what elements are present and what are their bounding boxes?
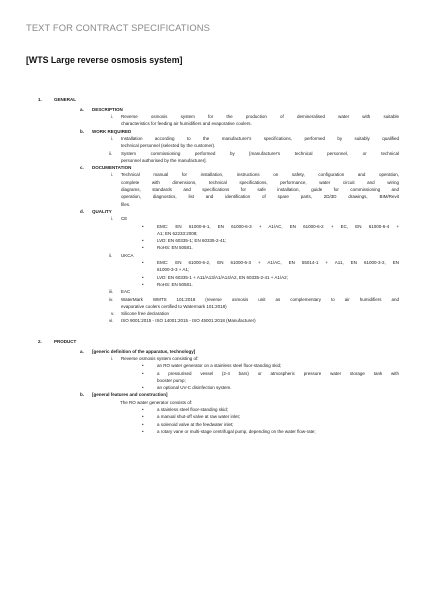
- bullet-marker: •: [142, 428, 144, 434]
- item-number: ii.: [109, 252, 113, 258]
- bullet-text: 61000-3-3 + A1;: [157, 267, 190, 273]
- section-number: 2.: [38, 338, 42, 344]
- subsection-title: [generic definition of the apparatus, technology]: [92, 348, 196, 354]
- list-item: [0, 288, 425, 295]
- bullet-line: [0, 384, 425, 391]
- list-item: [0, 113, 425, 120]
- bullet-line: [0, 428, 425, 435]
- list-item: [0, 186, 425, 193]
- bullet-marker: •: [142, 421, 144, 427]
- bullet-line: [0, 230, 425, 237]
- bullet-marker: •: [142, 370, 144, 376]
- bullet-marker: •: [142, 274, 144, 280]
- item-text-line: WaterMark WMTS 101:2018 (reverse osmosis unit as complementary to air humidifiers and: [121, 296, 399, 302]
- list-item: [0, 120, 425, 127]
- subsection-title: [general features and construction]: [92, 392, 168, 398]
- document-body: [0, 96, 425, 435]
- subsection-heading: [0, 128, 425, 135]
- item-number: i.: [111, 172, 114, 178]
- item-text-line: UKCA: [121, 252, 134, 258]
- item-text-line: Silicone free declaration: [121, 311, 170, 317]
- subsection-letter: a.: [80, 348, 84, 354]
- item-text-line: complete with dimensions, technical specifications, performance, water circuit and wiring: [121, 179, 399, 185]
- subsection-heading: [0, 208, 425, 215]
- bullet-line: [0, 377, 425, 384]
- subsection-letter: b.: [80, 128, 84, 134]
- subsection-title: DOCUMENTATION: [92, 165, 132, 171]
- section-number: 1.: [38, 97, 42, 102]
- bullet-text: EMC: EN 61000-6-1, EN 61000-6-3 + A1/AC, EN 61000-6-2 + EC, EN 61000-6-4 +: [157, 223, 399, 229]
- bullet-line: [0, 259, 425, 266]
- document-title: [WTS Large reverse osmosis system]: [26, 55, 183, 65]
- list-item: [0, 157, 425, 164]
- bullet-marker: •: [142, 385, 144, 391]
- item-number: i.: [111, 114, 114, 120]
- subsection-letter: d.: [80, 208, 84, 214]
- list-item: [0, 296, 425, 303]
- bullet-line: [0, 237, 425, 244]
- item-text-line: personnel authorised by the manufacturer].: [121, 157, 207, 163]
- item-number: ii.: [109, 150, 113, 156]
- item-text-line: System commissioning performed by [manufacturer's technical personnel, or technical: [121, 150, 399, 156]
- bullet-marker: •: [142, 281, 144, 287]
- bullet-text: an RO water generator on a stainless steel floor-standing skid;: [157, 363, 282, 369]
- section-title: GENERAL: [54, 97, 77, 102]
- item-number: i.: [111, 135, 114, 141]
- section-heading: [0, 96, 425, 103]
- item-text-line: Reverse osmosis system consisting of:: [121, 355, 199, 361]
- item-text-line: Installation according to the manufacturer's specifications, performed by suitably qualified: [121, 135, 399, 141]
- list-item: [0, 135, 425, 142]
- subsection-letter: c.: [80, 165, 84, 171]
- list-item: [0, 215, 425, 222]
- item-text-line: CE: [121, 216, 128, 222]
- bullet-text: RoHS: EN 50581.: [157, 245, 193, 251]
- intro-line: [0, 399, 425, 406]
- bullet-text: a stainless steel floor-standing skid;: [157, 407, 229, 413]
- list-item: [0, 317, 425, 324]
- item-number: v.: [111, 311, 115, 317]
- bullet-marker: •: [142, 223, 144, 229]
- subsection-heading: [0, 106, 425, 113]
- bullet-text: an optional UV-C disinfection system.: [157, 385, 232, 391]
- bullet-marker: •: [142, 414, 144, 420]
- bullet-marker: •: [142, 363, 144, 369]
- item-text-line: Reverse osmosis system for the production of demineralised water with suitable: [121, 114, 399, 120]
- item-text-line: diagrams, standards and specifications for safe installation, guide for commissioning and: [121, 187, 399, 193]
- list-item: [0, 201, 425, 208]
- bullet-line: [0, 244, 425, 251]
- bullet-line: [0, 274, 425, 281]
- intro-text: The RO water generator consists of:: [120, 399, 193, 405]
- bullet-text: EMC: EN 61000-6-2, EN 61000-6-3 + A1/AC, EN 55014-1 + A11, EN 61000-3-2, EN: [157, 260, 399, 266]
- item-number: i.: [111, 355, 114, 361]
- bullet-line: [0, 362, 425, 369]
- section-heading: [0, 338, 425, 345]
- list-item: [0, 150, 425, 157]
- bullet-text: RoHS: EN 50581.: [157, 281, 193, 287]
- bullet-marker: •: [142, 260, 144, 266]
- list-item: [0, 193, 425, 200]
- document-header: TEXT FOR CONTRACT SPECIFICATIONS: [26, 22, 210, 33]
- item-number: vi.: [109, 318, 114, 324]
- spacer: [0, 325, 425, 332]
- subsection-title: QUALITY: [92, 208, 112, 214]
- list-item: [0, 303, 425, 310]
- subsection-letter: b.: [80, 392, 84, 398]
- item-text-line: characteristics for feeding air humidifiers and evaporative coolers.: [121, 121, 252, 127]
- bullet-text: booster pump;: [157, 377, 186, 383]
- list-item: [0, 179, 425, 186]
- bullet-text: LVD: EN 60335-1 + A11/A13/A1/A14/A2, EN 60335-2-41 + A1/A2;: [157, 274, 288, 280]
- item-text-line: ISO 9001:2015 - ISO 14001:2015 - ISO 45001:2018 (Manufacturer): [121, 318, 256, 324]
- subsection-heading: [0, 391, 425, 398]
- subsection-title: DESCRIPTION: [92, 106, 123, 112]
- list-item: [0, 310, 425, 317]
- bullet-text: a rotary vane or multi-stage centrifugal pump, depending on the water flow-rate;: [157, 428, 316, 434]
- bullet-text: LVD: EN 60335-1; EN 60335-2-41;: [157, 238, 227, 244]
- list-item: [0, 171, 425, 178]
- spacer: [0, 331, 425, 338]
- bullet-line: [0, 421, 425, 428]
- bullet-marker: •: [142, 407, 144, 413]
- bullet-line: [0, 370, 425, 377]
- item-text-line: operation, diagnostics, list and identification of spare parts, 2D/3D drawings, BIM/Revit: [121, 194, 399, 200]
- item-text-line: files.: [121, 201, 131, 207]
- list-item: [0, 252, 425, 259]
- bullet-text: a solenoid valve at the feedwater inlet;: [157, 421, 234, 427]
- bullet-marker: •: [142, 238, 144, 244]
- section-title: PRODUCT: [54, 338, 77, 344]
- item-number: iii.: [109, 289, 114, 295]
- bullet-text: a pressurised vessel (2-4 bars) or atmospheric pressure water storage tank with: [157, 370, 399, 376]
- subsection-heading: [0, 164, 425, 171]
- bullet-line: [0, 281, 425, 288]
- list-item: [0, 142, 425, 149]
- bullet-line: [0, 266, 425, 273]
- bullet-text: a manual shut-off valve at raw water inlet;: [157, 414, 240, 420]
- bullet-line: [0, 223, 425, 230]
- bullet-line: [0, 413, 425, 420]
- bullet-line: [0, 406, 425, 413]
- item-text-line: technical personnel (selected by the customer).: [121, 143, 216, 149]
- item-text-line: EAC: [121, 289, 131, 295]
- item-text-line: Technical manual for installation, instructions on safety, configuration and operation,: [121, 172, 399, 178]
- item-number: iv.: [109, 296, 114, 302]
- list-item: [0, 355, 425, 362]
- bullet-text: A1; EN 62233:2008;: [157, 230, 198, 236]
- subsection-title: WORK REQUIRED: [92, 128, 132, 134]
- bullet-marker: •: [142, 245, 144, 251]
- item-text-line: evaporative coolers certified to Watermark 101:2018): [121, 303, 227, 309]
- item-number: i.: [111, 216, 114, 222]
- subsection-heading: [0, 348, 425, 355]
- subsection-letter: a.: [80, 106, 84, 112]
